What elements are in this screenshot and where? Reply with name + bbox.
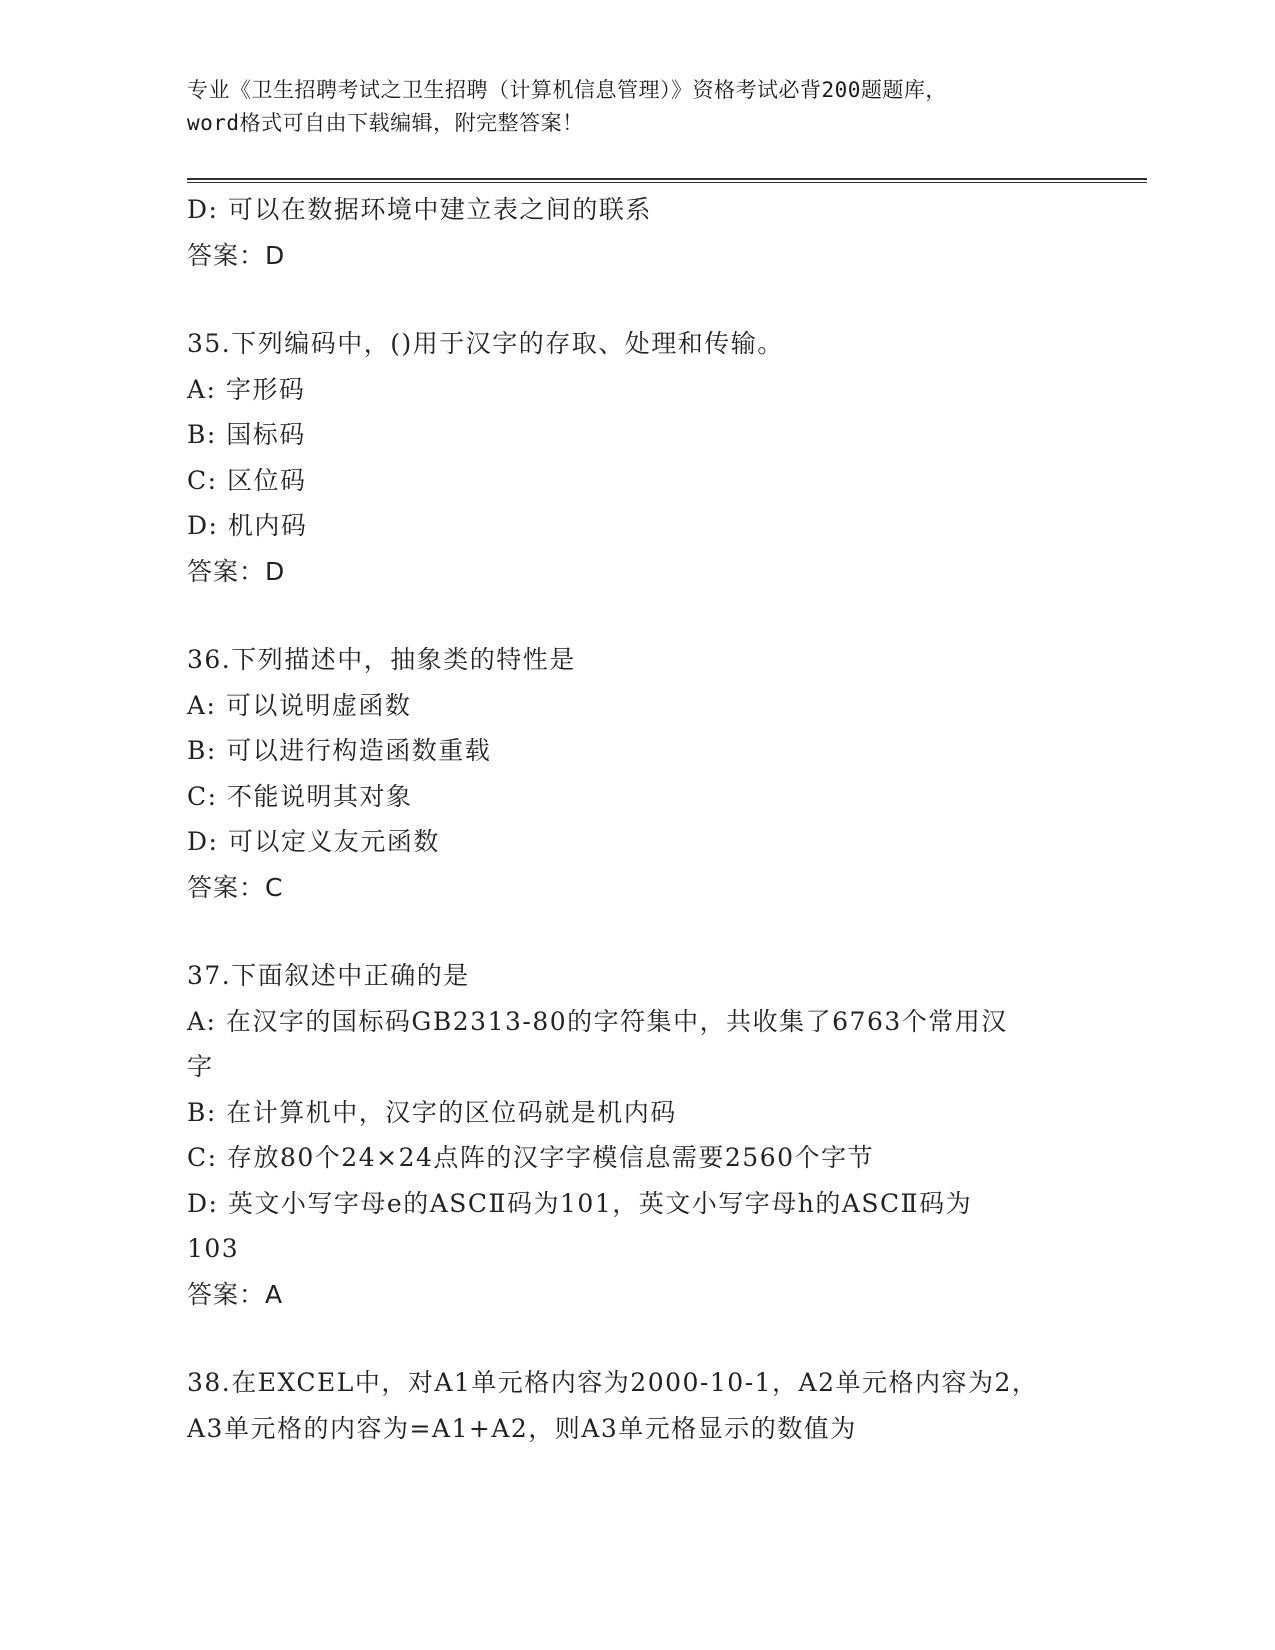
document-header (187, 74, 1087, 140)
option-d: D: 可以定义友元函数 (187, 827, 440, 856)
spacer (187, 278, 1067, 321)
option-c: C: 存放80个24×24点阵的汉字字模信息需要2560个字节 (187, 1143, 875, 1172)
option-a: A: 在汉字的国标码GB2313-80的字符集中，共收集了6763个常用汉 (187, 1006, 1008, 1036)
question-stem: 38.在EXCEL中，对A1单元格内容为2000-10-1，A2单元格内容为2， (187, 1368, 1039, 1397)
header-title-line-1: 专业《卫生招聘考试之卫生招聘（计算机信息管理）》资格考试必背200题题库， (187, 78, 947, 102)
question-stem: 36.下列描述中，抽象类的特性是 (187, 645, 576, 674)
document-body (187, 187, 1067, 1451)
answer-line: 答案：C (187, 872, 284, 902)
option-b: B: 国标码 (187, 420, 306, 449)
option-c: C: 不能说明其对象 (187, 781, 413, 811)
header-divider (187, 178, 1147, 180)
option-d: D: 英文小写字母e的ASCⅡ码为101，英文小写字母h的ASCⅡ码为 (187, 1188, 973, 1218)
option-d: D: 可以在数据环境中建立表之间的联系 (187, 195, 652, 224)
option-a-continued: 字 (187, 1052, 214, 1081)
question-35 (187, 321, 1067, 594)
option-d-continued: 103 (187, 1234, 240, 1263)
spacer (187, 594, 1067, 637)
option-b: B: 可以进行构造函数重载 (187, 736, 492, 765)
spacer (187, 1317, 1067, 1360)
question-37 (187, 953, 1067, 1317)
header-title-line-2: word格式可自由下载编辑，附完整答案！ (187, 111, 584, 135)
question-stem: 37.下面叙述中正确的是 (187, 961, 470, 990)
option-c: C: 区位码 (187, 465, 307, 495)
question-34-tail (187, 187, 1067, 278)
option-b: B: 在计算机中，汉字的区位码就是机内码 (187, 1097, 677, 1127)
question-stem: 35.下列编码中，()用于汉字的存取、处理和传输。 (187, 329, 784, 358)
option-a: A: 可以说明虚函数 (187, 690, 412, 720)
question-stem-continued: A3单元格的内容为=A1+A2，则A3单元格显示的数值为 (187, 1413, 857, 1443)
spacer (187, 910, 1067, 953)
question-36 (187, 637, 1067, 910)
question-38 (187, 1360, 1067, 1451)
answer-line: 答案：A (187, 1279, 284, 1309)
option-a: A: 字形码 (187, 374, 306, 404)
answer-line: 答案：D (187, 556, 286, 586)
option-d: D: 机内码 (187, 511, 308, 540)
answer-line: 答案：D (187, 240, 286, 270)
